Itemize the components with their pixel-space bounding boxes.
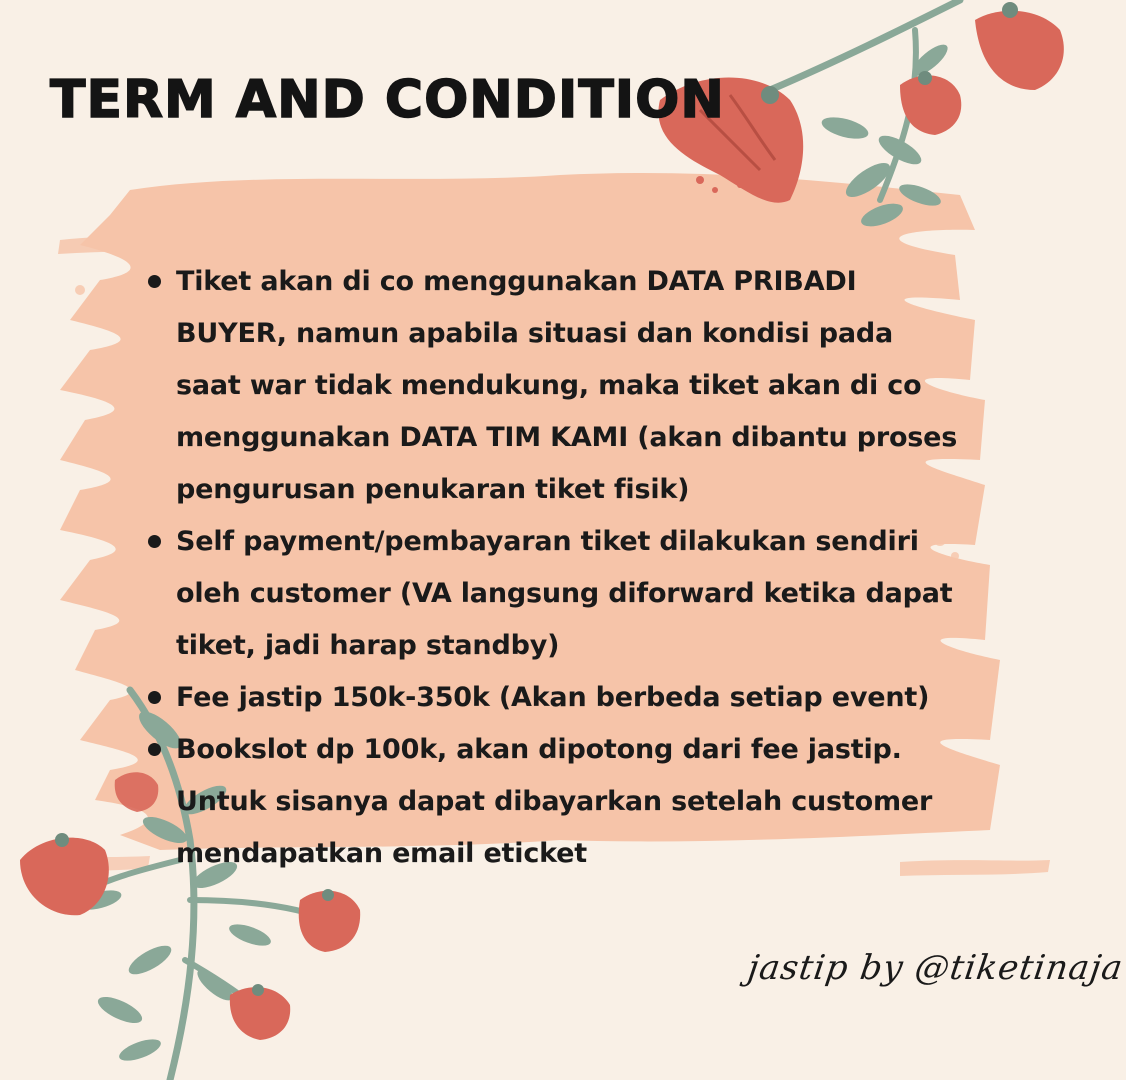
bullet-icon (148, 275, 161, 288)
signature: jastip by @tiketinaja (745, 948, 1126, 988)
bullet-icon (148, 691, 161, 704)
term-item (140, 516, 960, 672)
bullet-icon (148, 535, 161, 548)
term-text: Bookslot dp 100k, akan dipotong dari fee jastip. Untuk sisanya dapat dibayarkan setelah customer mendapatkan email eticket (176, 734, 933, 869)
bullet-icon (148, 743, 161, 756)
term-item (140, 672, 960, 724)
term-item (140, 256, 960, 516)
term-item (140, 724, 960, 880)
term-text: Fee jastip 150k-350k (Akan berbeda setiap event) (176, 682, 930, 713)
term-text: Self payment/pembayaran tiket dilakukan sendiri oleh customer (VA langsung diforward ketika dapat tiket, jadi harap standby) (176, 526, 953, 661)
page-title: TERM AND CONDITION (50, 70, 725, 130)
terms-list (140, 256, 960, 880)
term-text: Tiket akan di co menggunakan DATA PRIBADI BUYER, namun apabila situasi dan kondisi pada saat war tidak mendukung, maka tiket akan di co menggunakan DATA TIM KAMI (akan dibantu proses pengurusan penukaran tiket fisik) (176, 266, 958, 505)
